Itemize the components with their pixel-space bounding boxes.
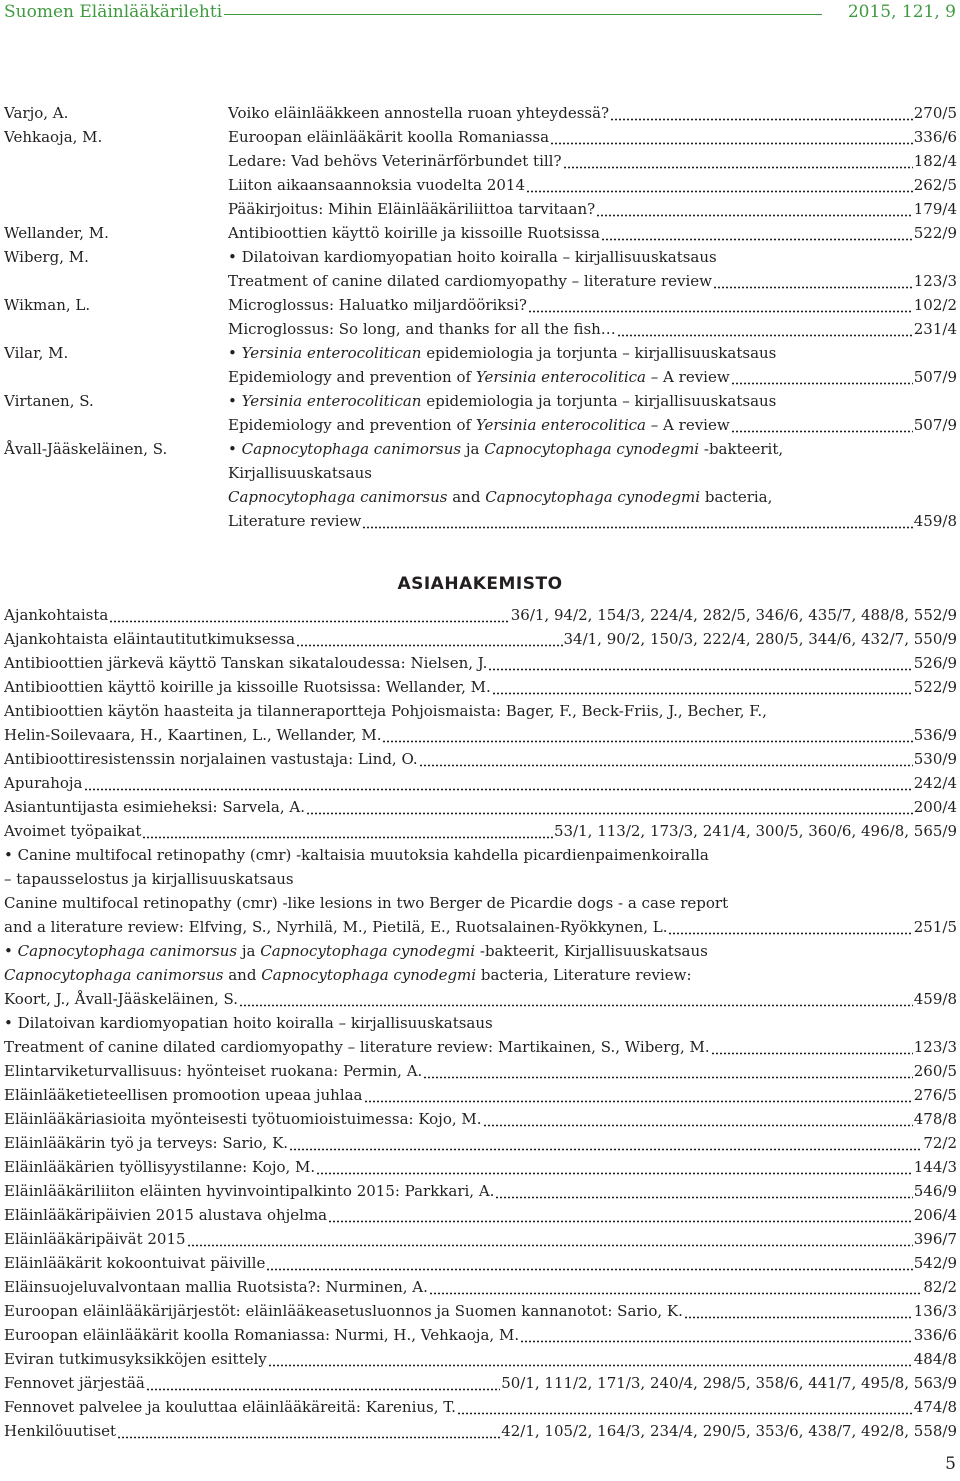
leader-dots	[596, 200, 913, 218]
page-ref: 50/1, 111/2, 171/3, 240/4, 298/5, 358/6, 441/7, 495/8, 563/9	[501, 1374, 957, 1392]
article-title-fi: -bakteerit,	[703, 440, 784, 458]
page-number: 5	[945, 1454, 956, 1474]
author-entry-cont	[0, 272, 960, 294]
leader-dots	[610, 104, 913, 122]
entry-title: Ajankohtaista	[4, 606, 109, 624]
page-ref: 136/3	[913, 1302, 957, 1320]
index-entry	[4, 1206, 957, 1228]
article-line	[228, 320, 957, 338]
author-entry-cont	[0, 464, 960, 486]
author-name: Varjo, A.	[4, 104, 69, 122]
author-entry-cont	[0, 416, 960, 438]
entry-title: Eläinsuojeluvalvontaan mallia Ruotsista?: Nurminen, A.	[4, 1278, 428, 1296]
page-ref: 536/9	[913, 726, 957, 744]
index-entry	[4, 750, 957, 772]
leader-dots	[684, 1302, 913, 1324]
page-ref: 459/8	[913, 990, 957, 1008]
article-line	[228, 200, 957, 218]
leader-dots	[362, 512, 912, 530]
leader-dots	[146, 1374, 500, 1396]
article-line	[228, 392, 957, 410]
entry-title: -bakteerit, Kirjallisuuskatsaus	[479, 942, 708, 960]
index-entry	[4, 1302, 957, 1324]
index-entry	[4, 1422, 957, 1444]
leader-dots	[526, 176, 913, 194]
leader-dots	[239, 990, 913, 1012]
page-ref: 262/5	[913, 176, 957, 194]
leader-dots	[296, 630, 562, 652]
entry-title: Koort, J., Åvall-Jääskeläinen, S.	[4, 990, 239, 1008]
author-entry	[0, 320, 960, 342]
article-title-fi: • Dilatoivan kardiomyopatian hoito koiralla – kirjallisuuskatsaus	[228, 248, 717, 266]
article-title: Treatment of canine dilated cardiomyopathy – literature review	[228, 272, 713, 290]
article-title: Microglossus: Haluatko miljardööriksi?	[228, 296, 527, 314]
entry-title: Henkilöuutiset	[4, 1422, 117, 1440]
leader-dots	[713, 272, 913, 290]
leader-dots	[289, 1134, 922, 1156]
article-title: Liiton aikaansaannoksia vuodelta 2014	[228, 176, 526, 194]
leader-dots	[483, 1110, 913, 1132]
conjunction: and	[452, 488, 481, 506]
page-ref: 123/3	[913, 272, 957, 290]
species-name: Capnocytophaga canimorsus	[228, 488, 448, 506]
leader-dots	[266, 1254, 912, 1276]
index-entry	[4, 1374, 957, 1396]
leader-dots	[419, 750, 913, 772]
page-ref: 546/9	[913, 1182, 957, 1200]
entry-title: Eläinlääkärin työ ja terveys: Sario, K.	[4, 1134, 289, 1152]
article-line	[228, 512, 957, 530]
index-entry	[4, 822, 957, 844]
entry-title: Canine multifocal retinopathy (cmr) -like lesions in two Berger de Picardie dogs - a case report	[4, 894, 729, 912]
author-name: Åvall-Jääskeläinen, S.	[4, 440, 168, 458]
index-entry	[4, 1230, 957, 1252]
page-ref: 231/4	[913, 320, 957, 338]
leader-dots	[306, 798, 913, 820]
author-entry	[0, 128, 960, 150]
page-ref: 82/2	[923, 1278, 957, 1296]
index-entry-cont	[4, 870, 957, 892]
article-line	[228, 104, 957, 122]
index-entry	[4, 1086, 957, 1108]
leader-dots	[316, 1158, 913, 1180]
article-line	[228, 296, 957, 314]
entry-title: Eläinlääkärien työllisyystilanne: Kojo, M.	[4, 1158, 316, 1176]
author-entry	[0, 152, 960, 174]
entry-title: – tapausselostus ja kirjallisuuskatsaus	[4, 870, 294, 888]
article-line	[228, 344, 957, 362]
entry-title: Eläinlääkäripäivien 2015 alustava ohjelma	[4, 1206, 328, 1224]
leader-dots	[364, 1086, 913, 1108]
index-entry	[4, 1182, 957, 1204]
species-name: Capnocytophaga cynodegmi	[485, 488, 701, 506]
leader-dots	[668, 918, 912, 940]
page-ref: 179/4	[913, 200, 957, 218]
leader-dots	[382, 726, 912, 748]
leader-dots	[109, 606, 509, 628]
entry-title: Euroopan eläinlääkärit koolla Romaniassa: Nurmi, H., Vehkaoja, M.	[4, 1326, 520, 1344]
page-ref: 72/2	[923, 1134, 957, 1152]
leader-dots	[328, 1206, 913, 1228]
page-ref: 36/1, 94/2, 154/3, 224/4, 282/5, 346/6, 435/7, 488/8, 552/9	[510, 606, 957, 624]
entry-title: Eläinlääkäripäivät 2015	[4, 1230, 186, 1248]
leader-dots	[429, 1278, 922, 1300]
leader-dots	[492, 678, 913, 700]
leader-dots	[601, 224, 913, 242]
index-entry	[4, 774, 957, 796]
entry-title: Antibioottiresistenssin norjalainen vastustaja: Lind, O.	[4, 750, 418, 768]
leader-dots	[711, 1038, 913, 1060]
index-entry	[4, 942, 957, 964]
article-title: Pääkirjoitus: Mihin Eläinlääkäriliittoa tarvitaan?	[228, 200, 596, 218]
entry-title: Ajankohtaista eläintautitutkimuksessa	[4, 630, 296, 648]
author-name: Vehkaoja, M.	[4, 128, 103, 146]
author-entry	[0, 176, 960, 198]
index-entry	[4, 1398, 957, 1420]
author-entry	[0, 248, 960, 270]
index-entry-cont	[4, 966, 957, 988]
author-entry-cont	[0, 368, 960, 390]
species-name: Yersinia enterocolitican	[241, 392, 422, 410]
page-ref: 242/4	[913, 774, 957, 792]
page-ref: 144/3	[913, 1158, 957, 1176]
leader-dots	[731, 368, 913, 386]
entry-title: Antibioottien järkevä käyttö Tanskan sikataloudessa: Nielsen, J.	[4, 654, 488, 672]
entry-title: Elintarviketurvallisuus: hyönteiset ruokana: Permin, A.	[4, 1062, 423, 1080]
index-entry	[4, 846, 957, 868]
index-entry	[4, 1014, 957, 1036]
page-ref: 260/5	[913, 1062, 957, 1080]
page-ref: 522/9	[913, 678, 957, 696]
page-ref: 459/8	[913, 512, 957, 530]
entry-title: Antibioottien käytön haasteita ja tilanneraportteja Pohjoismaista: Bager, F., Beck-Friis, J., Becher, F.,	[4, 702, 767, 720]
article-line	[228, 152, 957, 170]
article-title: Voiko eläinlääkkeen annostella ruoan yhteydessä?	[228, 104, 610, 122]
index-entry-cont	[4, 918, 957, 940]
page-header	[0, 0, 960, 30]
conjunction: and	[228, 966, 257, 984]
conjunction: ja	[465, 440, 480, 458]
page-ref: 53/1, 113/2, 173/3, 241/4, 300/5, 360/6, 496/8, 565/9	[553, 822, 957, 840]
entry-title: Eläinlääkäriliiton eläinten hyvinvointipalkinto 2015: Parkkari, A.	[4, 1182, 495, 1200]
page-ref: 507/9	[913, 416, 957, 434]
entry-title: Antibioottien käyttö koirille ja kissoille Ruotsissa: Wellander, M.	[4, 678, 491, 696]
index-entry-cont	[4, 726, 957, 748]
index-entry-cont	[4, 894, 957, 916]
page-ref: 34/1, 90/2, 150/3, 222/4, 280/5, 344/6, 432/7, 550/9	[563, 630, 957, 648]
page-ref: 251/5	[913, 918, 957, 936]
section-heading: ASIAHAKEMISTO	[397, 574, 563, 594]
index-entry	[4, 798, 957, 820]
page-ref: 542/9	[913, 1254, 957, 1272]
author-entry	[0, 392, 960, 414]
index-entry	[4, 1062, 957, 1084]
author-entry	[0, 200, 960, 222]
article-title: bacteria,	[704, 488, 773, 506]
entry-title: • Dilatoivan kardiomyopatian hoito koiralla – kirjallisuuskatsaus	[4, 1014, 493, 1032]
article-line	[228, 248, 957, 266]
page-ref: 484/8	[913, 1350, 957, 1368]
leader-dots	[520, 1326, 913, 1348]
article-line	[228, 224, 957, 242]
article-title: Antibioottien käyttö koirille ja kissoille Ruotsissa	[228, 224, 600, 242]
page-ref: 507/9	[913, 368, 957, 386]
page-ref: 42/1, 105/2, 164/3, 234/4, 290/5, 353/6, 438/7, 492/8, 558/9	[501, 1422, 957, 1440]
entry-title: bacteria, Literature review:	[480, 966, 692, 984]
article-line	[228, 488, 957, 506]
journal-name: Suomen Eläinlääkärilehti	[4, 2, 223, 22]
page-ref: 474/8	[913, 1398, 957, 1416]
entry-title: Asiantuntijasta esimieheksi: Sarvela, A.	[4, 798, 305, 816]
author-entry	[0, 296, 960, 318]
article-title: Epidemiology and prevention of	[228, 416, 472, 434]
leader-dots	[457, 1398, 913, 1420]
index-entry	[4, 1134, 957, 1156]
species-name: Capnocytophaga cynodegmi	[260, 942, 476, 960]
article-line	[228, 464, 957, 482]
article-title-fi: epidemiologia ja torjunta – kirjallisuuskatsaus	[426, 344, 777, 362]
page-ref: 478/8	[913, 1110, 957, 1128]
index-entry	[4, 1110, 957, 1132]
author-name: Wiberg, M.	[4, 248, 89, 266]
page-ref: 396/7	[913, 1230, 957, 1248]
conjunction: ja	[241, 942, 256, 960]
index-entry-cont	[4, 990, 957, 1012]
species-name: Capnocytophaga canimorsus	[4, 966, 224, 984]
index-entry	[4, 1158, 957, 1180]
species-name: Capnocytophaga canimorsus	[17, 942, 238, 960]
entry-title: Fennovet järjestää	[4, 1374, 145, 1392]
index-entry	[4, 1254, 957, 1276]
index-entry	[4, 630, 957, 652]
author-entry-cont	[0, 488, 960, 510]
leader-dots	[488, 654, 912, 676]
leader-dots	[550, 128, 913, 146]
entry-title: • Canine multifocal retinopathy (cmr) -kaltaisia muutoksia kahdella picardienpaimenkoiralla	[4, 846, 709, 864]
page-ref: 336/6	[913, 1326, 957, 1344]
page-ref: 123/3	[913, 1038, 957, 1056]
entry-title: Treatment of canine dilated cardiomyopathy – literature review: Martikainen, S., Wiberg, M.	[4, 1038, 710, 1056]
entry-title: Eläinlääkärit kokoontuivat päiville	[4, 1254, 266, 1272]
article-title: Literature review	[228, 512, 362, 530]
entry-title: Apurahoja	[4, 774, 83, 792]
leader-dots	[731, 416, 913, 434]
bullet: •	[228, 392, 237, 410]
index-entry	[4, 606, 957, 628]
page-ref: 182/4	[913, 152, 957, 170]
page-ref: 270/5	[913, 104, 957, 122]
author-entry	[0, 104, 960, 126]
index-entry	[4, 654, 957, 676]
header-rule	[224, 14, 822, 15]
author-entry	[0, 344, 960, 366]
index-entry	[4, 1278, 957, 1300]
article-title: Microglossus: So long, and thanks for all the fish…	[228, 320, 616, 338]
species-name: Capnocytophaga canimorsus	[241, 440, 462, 458]
article-line	[228, 368, 957, 386]
leader-dots	[528, 296, 913, 314]
index-entry	[4, 702, 957, 724]
index-entry	[4, 1326, 957, 1348]
article-line	[228, 128, 957, 146]
article-title: Ledare: Vad behövs Veterinärförbundet till?	[228, 152, 562, 170]
article-title: Epidemiology and prevention of	[228, 368, 472, 386]
page-ref: 522/9	[913, 224, 957, 242]
article-line	[228, 416, 957, 434]
entry-title: Euroopan eläinlääkärijärjestöt: eläinlääkeasetusluonnos ja Suomen kannanotot: Sario, K.	[4, 1302, 683, 1320]
page-ref: 276/5	[913, 1086, 957, 1104]
article-line	[228, 176, 957, 194]
leader-dots	[617, 320, 913, 338]
author-name: Vilar, M.	[4, 344, 69, 362]
leader-dots	[187, 1230, 913, 1252]
author-name: Wikman, L.	[4, 296, 91, 314]
species-name: Yersinia enterocolitica	[475, 416, 646, 434]
leader-dots	[423, 1062, 912, 1084]
article-title-fi: Kirjallisuuskatsaus	[228, 464, 372, 482]
page-ref: 526/9	[913, 654, 957, 672]
leader-dots	[117, 1422, 500, 1444]
author-name: Wellander, M.	[4, 224, 109, 242]
author-entry-cont	[0, 512, 960, 534]
author-name: Virtanen, S.	[4, 392, 94, 410]
bullet: •	[228, 440, 237, 458]
article-title-fi: epidemiologia ja torjunta – kirjallisuuskatsaus	[426, 392, 777, 410]
issue-info: 2015, 121, 9	[847, 2, 956, 22]
author-entry	[0, 224, 960, 246]
page-ref: 200/4	[913, 798, 957, 816]
species-name: Capnocytophaga cynodegmi	[484, 440, 700, 458]
article-title: Euroopan eläinlääkärit koolla Romaniassa	[228, 128, 550, 146]
index-entry	[4, 678, 957, 700]
leader-dots	[563, 152, 913, 170]
index-entry	[4, 1350, 957, 1372]
article-title: – A review	[650, 368, 730, 386]
species-name: Capnocytophaga cynodegmi	[261, 966, 477, 984]
leader-dots	[84, 774, 913, 796]
species-name: Yersinia enterocolitican	[241, 344, 422, 362]
page-ref: 530/9	[913, 750, 957, 768]
entry-title: Helin-Soilevaara, H., Kaartinen, L., Wellander, M.	[4, 726, 382, 744]
page-ref: 206/4	[913, 1206, 957, 1224]
bullet: •	[4, 942, 13, 960]
entry-title: Avoimet työpaikat	[4, 822, 142, 840]
species-name: Yersinia enterocolitica	[475, 368, 646, 386]
article-line	[228, 272, 957, 290]
article-line	[228, 440, 957, 458]
index-entry-cont	[4, 1038, 957, 1060]
leader-dots	[268, 1350, 913, 1372]
entry-title: Eläinlääkäriasioita myönteisesti työtuomioistuimessa: Kojo, M.	[4, 1110, 482, 1128]
entry-title: and a literature review: Elfving, S., Nyrhilä, M., Pietilä, E., Ruotsalainen-Ryökkynen, L.	[4, 918, 668, 936]
entry-title: Eläinlääketieteellisen promootion upeaa juhlaa	[4, 1086, 363, 1104]
page-ref: 336/6	[913, 128, 957, 146]
article-title: – A review	[650, 416, 730, 434]
bullet: •	[228, 344, 237, 362]
entry-title: Fennovet palvelee ja kouluttaa eläinlääkäreitä: Karenius, T.	[4, 1398, 456, 1416]
page-ref: 102/2	[913, 296, 957, 314]
entry-title: Eviran tutkimusyksikköjen esittely	[4, 1350, 267, 1368]
leader-dots	[495, 1182, 912, 1204]
leader-dots	[142, 822, 553, 844]
author-entry	[0, 440, 960, 462]
